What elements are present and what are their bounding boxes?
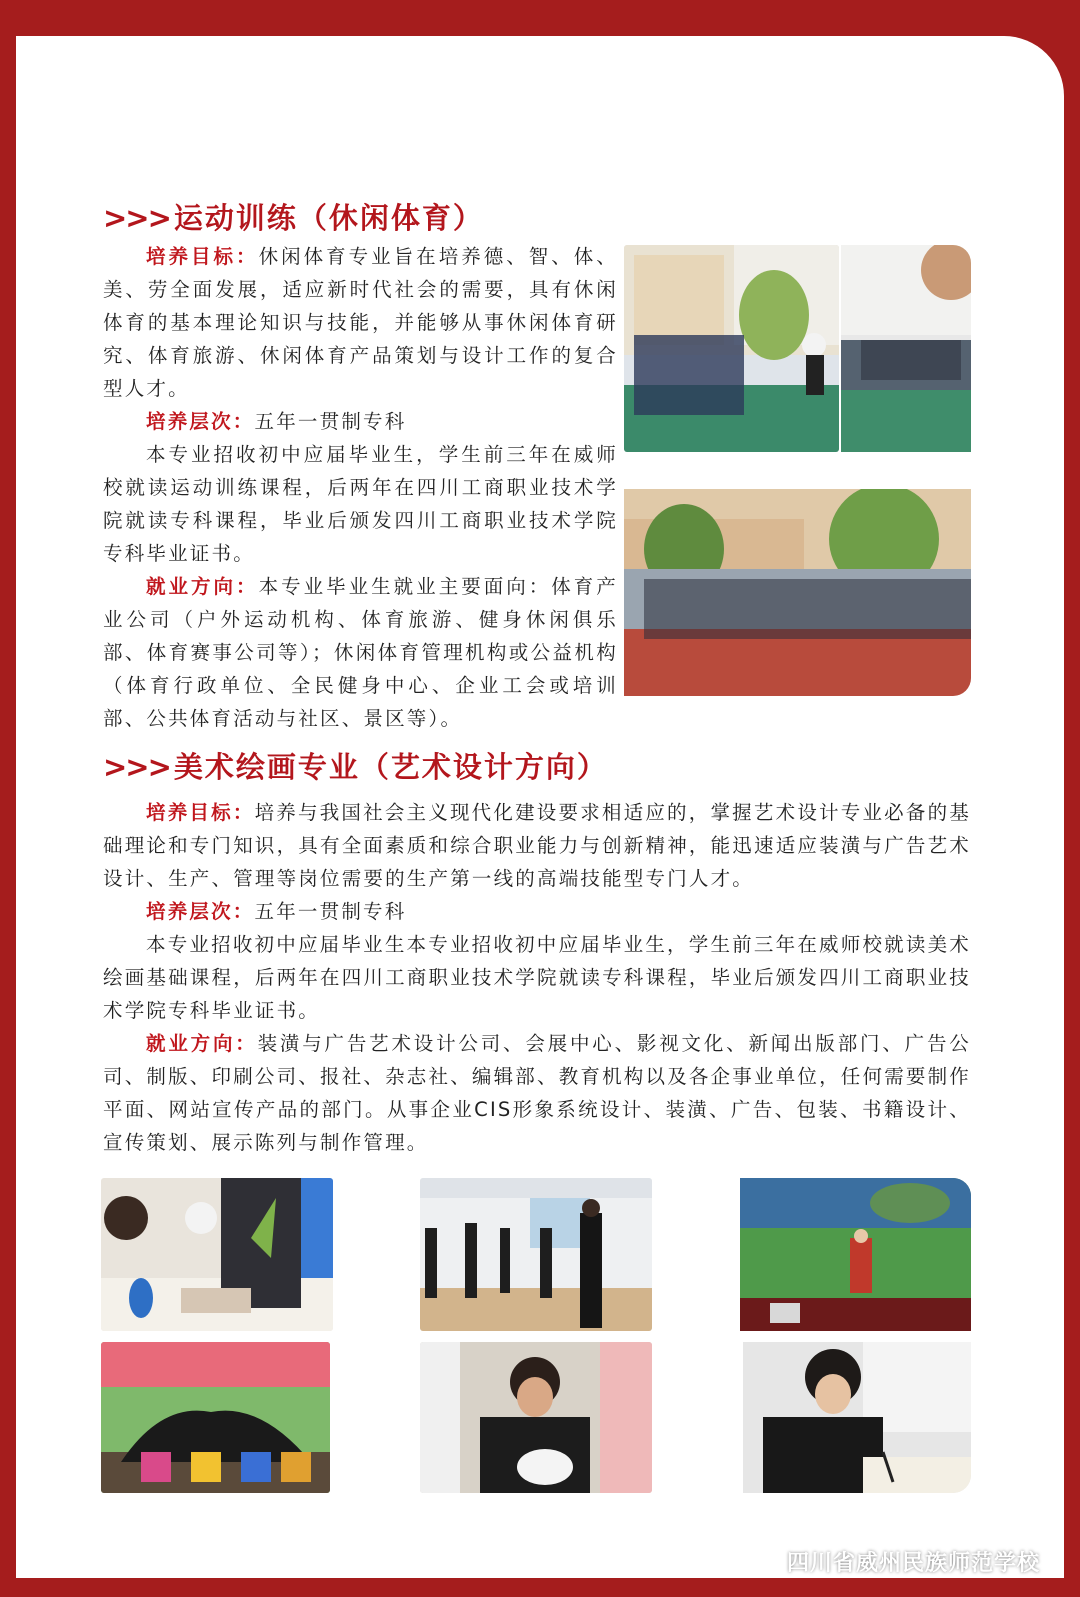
- section-title-text: 美术绘画专业（艺术设计方向）: [173, 750, 608, 784]
- goal-text: 培养与我国社会主义现代化建设要求相适应的，掌握艺术设计专业必备的基础理论和专门知识，具有全面素质和综合职业能力与创新精神，能迅速适应装潢与广告艺术设计、生产、管理等岗位需要的生产第一线的高端技能型专门人才。: [103, 801, 972, 890]
- goal-label: 培养目标：: [146, 245, 259, 268]
- level-text: 五年一贯制专科: [254, 900, 407, 923]
- title-arrows: >>>: [103, 201, 170, 235]
- career-text: 本专业毕业生就业主要面向：体育产业公司（户外运动机构、体育旅游、健身休闲俱乐部、体育赛事公司等）；休闲体育管理机构或公益机构（体育行政单位、全民健身中心、企业工会或培训部、公共体育活动与社区、景区等）。: [103, 575, 618, 730]
- photo-long-jump: [624, 245, 839, 452]
- watermark-text: 四川省威州民族师范学校: [786, 1551, 1040, 1576]
- level-label: 培养层次：: [146, 410, 255, 433]
- art-goal: [103, 796, 971, 1159]
- photo-flower-arrangement: [101, 1178, 333, 1331]
- goal-text: 休闲体育专业旨在培养德、智、体、美、劳全面发展，适应新时代社会的需要，具有休闲体育的基本理论知识与技能，并能够从事休闲体育研究、体育旅游、休闲体育产品策划与设计工作的复合型人才。: [103, 245, 618, 400]
- wechat-icon: [747, 1549, 779, 1575]
- watermark: [747, 1546, 1040, 1577]
- career-text: 装潢与广告艺术设计公司、会展中心、影视文化、新闻出版部门、广告公司、制版、印刷公司、报社、杂志社、编辑部、教育机构以及各企事业单位，任何需要制作平面、网站宣传产品的部门。从事企业CIS形象系统设计、装潢、广告、包装、书籍设计、宣传策划、展示陈列与制作管理。: [103, 1032, 972, 1154]
- career-label: 就业方向：: [146, 1032, 258, 1055]
- photo-mask-painting: [420, 1342, 652, 1493]
- enroll-text: 本专业招收初中应届毕业生，学生前三年在威师校就读运动训练课程，后两年在四川工商职业技术学院就读专科课程，毕业后颁发四川工商职业技术学院专科毕业证书。: [103, 443, 618, 565]
- photo-ethnic-dance: [101, 1342, 330, 1493]
- photo-track-spectators: [841, 245, 971, 452]
- sports-goal: [103, 240, 618, 735]
- photo-sprint-race: [624, 489, 971, 696]
- level-label: 培养层次：: [146, 900, 255, 923]
- enroll-text: 本专业招收初中应届毕业生本专业招收初中应届毕业生，学生前三年在威师校就读美术绘画基础课程，后两年在四川工商职业技术学院就读专科课程，毕业后颁发四川工商职业技术学院专科毕业证书。: [103, 933, 972, 1022]
- photo-dance-class: [420, 1178, 652, 1331]
- section-title-text: 运动训练（休闲体育）: [173, 201, 484, 235]
- section-title-sports: [103, 196, 484, 237]
- career-label: 就业方向：: [146, 575, 259, 598]
- photo-stage-performance: [740, 1178, 971, 1331]
- photo-calligraphy: [743, 1342, 971, 1493]
- title-arrows: >>>: [103, 750, 170, 784]
- goal-label: 培养目标：: [146, 801, 255, 824]
- section-title-art: [103, 745, 608, 786]
- level-text: 五年一贯制专科: [254, 410, 407, 433]
